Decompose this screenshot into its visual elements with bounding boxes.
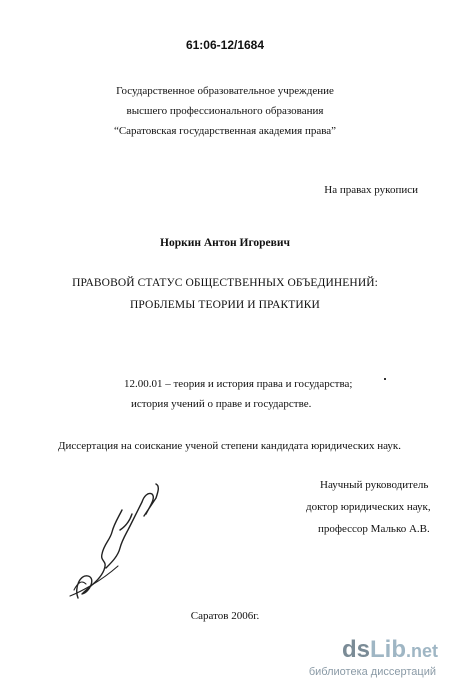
stray-mark xyxy=(384,378,386,380)
specialty-line-2: история учений о праве и государстве. xyxy=(131,398,312,410)
institution-line-3: “Саратовская государственная академия права” xyxy=(113,125,337,137)
dslib-logo: dsLib.net xyxy=(341,636,438,663)
dissertation-note: Диссертация на соискание ученой степени кандидата юридических наук. xyxy=(58,440,402,452)
title-line-1: ПРАВОВОЙ СТАТУС ОБЩЕСТВЕННЫХ ОБЪЕДИНЕНИЙ: xyxy=(72,277,378,289)
manuscript-note: На правах рукописи xyxy=(324,184,418,196)
supervisor-line-2: доктор юридических наук, xyxy=(306,501,431,513)
place-year: Саратов 2006г. xyxy=(190,610,260,622)
institution-line-1: Государственное образовательное учреждение xyxy=(116,85,334,97)
author-name: Норкин Антон Игоревич xyxy=(160,237,290,249)
title-line-2: ПРОБЛЕМЫ ТЕОРИИ И ПРАКТИКИ xyxy=(130,299,320,311)
supervisor-line-3: профессор Малько А.В. xyxy=(318,523,430,535)
supervisor-line-1: Научный руководитель xyxy=(320,479,429,491)
institution-line-2: высшего профессионального образования xyxy=(126,105,324,117)
specialty-line-1: 12.00.01 – теория и история права и государства; xyxy=(124,378,353,390)
handwritten-signature xyxy=(60,470,170,605)
dslib-subtitle: библиотека диссертаций xyxy=(308,666,436,678)
document-code: 61:06-12/1684 xyxy=(185,38,265,52)
dslib-watermark xyxy=(308,636,442,684)
